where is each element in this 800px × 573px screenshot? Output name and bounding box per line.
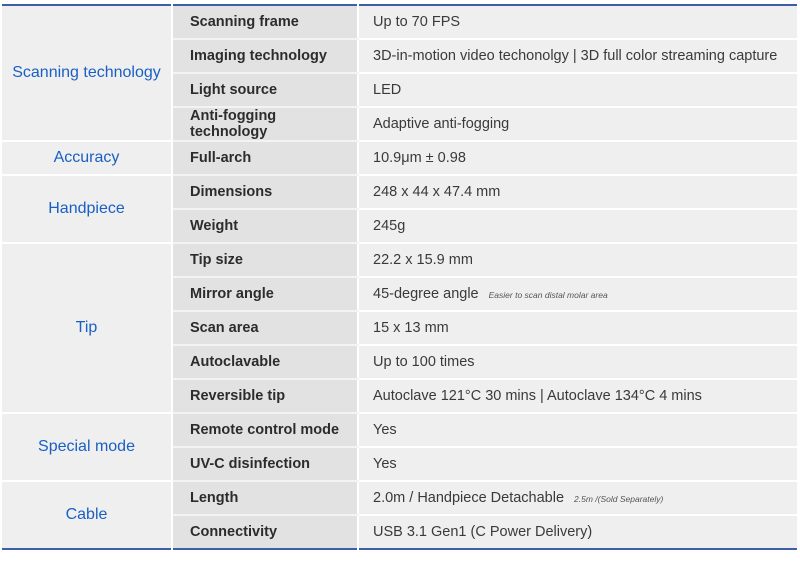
feature-value: 3D-in-motion video techonolgy | 3D full color streaming capture bbox=[373, 48, 778, 64]
feature-label: Mirror angle bbox=[172, 277, 358, 311]
feature-value-cell bbox=[358, 481, 797, 515]
feature-label: Imaging technology bbox=[172, 39, 358, 73]
feature-value: 245g bbox=[373, 218, 406, 234]
feature-value: Autoclave 121°C 30 mins | Autoclave 134°C 4 mins bbox=[373, 388, 702, 404]
feature-value-cell bbox=[358, 5, 797, 39]
table-row bbox=[2, 175, 797, 209]
feature-value: 22.2 x 15.9 mm bbox=[373, 252, 473, 268]
table-row bbox=[2, 243, 797, 277]
feature-label: Reversible tip bbox=[172, 379, 358, 413]
table-row bbox=[2, 5, 797, 39]
feature-label: Anti-fogging technology bbox=[172, 107, 358, 141]
feature-value-cell bbox=[358, 345, 797, 379]
feature-label: Weight bbox=[172, 209, 358, 243]
feature-value-cell bbox=[358, 515, 797, 549]
feature-note: Easier to scan distal molar area bbox=[488, 290, 608, 300]
category-label: Cable bbox=[2, 481, 172, 549]
feature-value-cell bbox=[358, 243, 797, 277]
feature-value: Up to 100 times bbox=[373, 354, 475, 370]
feature-value: 248 x 44 x 47.4 mm bbox=[373, 184, 501, 200]
feature-label: Full-arch bbox=[172, 141, 358, 175]
feature-value-cell bbox=[358, 175, 797, 209]
feature-value-cell bbox=[358, 73, 797, 107]
feature-label: UV-C disinfection bbox=[172, 447, 358, 481]
feature-label: Autoclavable bbox=[172, 345, 358, 379]
category-label: Special mode bbox=[2, 413, 172, 481]
feature-value-cell bbox=[358, 39, 797, 73]
feature-value: Adaptive anti-fogging bbox=[373, 116, 510, 132]
feature-value-cell bbox=[358, 141, 797, 175]
spec-table bbox=[2, 4, 797, 550]
category-label: Handpiece bbox=[2, 175, 172, 243]
feature-value: Yes bbox=[373, 422, 397, 438]
feature-label: Scanning frame bbox=[172, 5, 358, 39]
feature-label: Tip size bbox=[172, 243, 358, 277]
feature-value-cell bbox=[358, 209, 797, 243]
feature-label: Dimensions bbox=[172, 175, 358, 209]
feature-label: Scan area bbox=[172, 311, 358, 345]
table-row bbox=[2, 481, 797, 515]
category-label: Tip bbox=[2, 243, 172, 413]
feature-value-cell bbox=[358, 277, 797, 311]
feature-note: 2.5m /(Sold Separately) bbox=[574, 494, 664, 504]
spec-table-body bbox=[2, 5, 797, 549]
feature-label: Light source bbox=[172, 73, 358, 107]
feature-value: USB 3.1 Gen1 (C Power Delivery) bbox=[373, 524, 593, 540]
feature-value: 10.9μm ± 0.98 bbox=[373, 150, 466, 166]
table-row bbox=[2, 413, 797, 447]
feature-value-cell bbox=[358, 311, 797, 345]
feature-value: LED bbox=[373, 82, 402, 98]
category-label: Scanning technology bbox=[2, 5, 172, 141]
feature-value-cell bbox=[358, 413, 797, 447]
feature-value-cell bbox=[358, 379, 797, 413]
feature-value: 2.0m / Handpiece Detachable bbox=[373, 490, 565, 506]
feature-value-cell bbox=[358, 107, 797, 141]
feature-label: Remote control mode bbox=[172, 413, 358, 447]
feature-value: Yes bbox=[373, 456, 397, 472]
feature-value: 15 x 13 mm bbox=[373, 320, 449, 336]
category-label: Accuracy bbox=[2, 141, 172, 175]
table-row bbox=[2, 141, 797, 175]
feature-value-cell bbox=[358, 447, 797, 481]
feature-value: 45-degree angle bbox=[373, 286, 479, 302]
feature-label: Connectivity bbox=[172, 515, 358, 549]
feature-value: Up to 70 FPS bbox=[373, 14, 461, 30]
feature-label: Length bbox=[172, 481, 358, 515]
